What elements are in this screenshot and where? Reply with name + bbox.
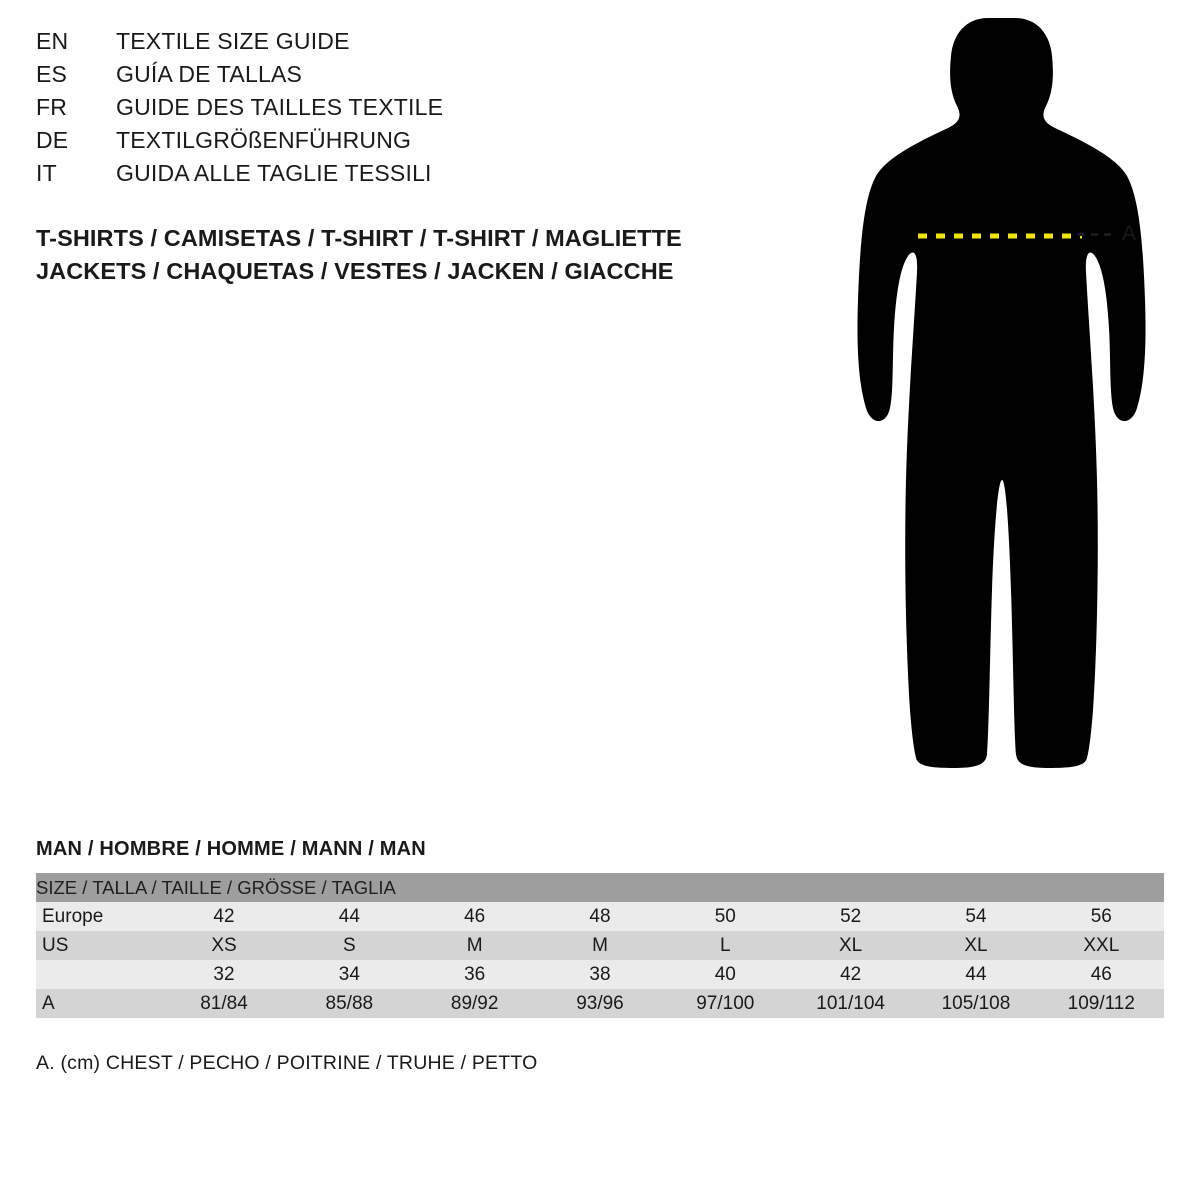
language-code: DE [36,127,69,153]
table-group-title: MAN / HOMBRE / HOMME / MANN / MAN [36,838,426,860]
language-row [36,127,736,160]
table-cell: 50 [663,902,788,931]
size-table-section [36,838,1164,1075]
table-cell: 81/84 [161,989,286,1018]
table-row [36,902,1164,931]
category-line-jackets: JACKETS / CHAQUETAS / VESTES / JACKEN / GIACCHE [36,258,674,284]
chest-measure-label: A [1122,222,1137,245]
table-row [36,989,1164,1018]
body-silhouette-figure [790,10,1190,800]
table-cell: 44 [913,960,1038,989]
language-title: GUÍA DE TALLAS [116,61,303,87]
table-row [36,931,1164,960]
table-cell: XXL [1039,931,1164,960]
row-label: US [36,931,161,960]
language-code: IT [36,160,57,186]
table-cell: 46 [412,902,537,931]
table-cell: 54 [913,902,1038,931]
table-header-row [36,873,1164,902]
table-cell: L [663,931,788,960]
male-silhouette-icon [790,10,1190,800]
language-title: GUIDA ALLE TAGLIE TESSILI [116,160,432,186]
table-cell: 42 [161,902,286,931]
table-cell: 40 [663,960,788,989]
size-table [36,873,1164,1018]
table-cell: M [412,931,537,960]
table-cell: 42 [788,960,913,989]
table-footnote: A. (cm) CHEST / PECHO / POITRINE / TRUHE / PETTO [36,1052,538,1074]
language-title-block [36,28,736,193]
table-cell: XL [788,931,913,960]
language-row [36,28,736,61]
table-cell: 56 [1039,902,1164,931]
category-block [36,222,796,288]
table-cell: 32 [161,960,286,989]
table-cell: 48 [537,902,662,931]
table-cell: 109/112 [1039,989,1164,1018]
table-cell: 34 [287,960,412,989]
language-title: TEXTILGRÖßENFÜHRUNG [116,127,412,153]
language-row [36,94,736,127]
table-cell: 85/88 [287,989,412,1018]
row-label: Europe [36,902,161,931]
language-code: EN [36,28,69,54]
table-cell: 101/104 [788,989,913,1018]
table-cell: M [537,931,662,960]
table-cell: 36 [412,960,537,989]
language-row [36,160,736,193]
table-header-label: SIZE / TALLA / TAILLE / GRÖSSE / TAGLIA [36,873,1164,902]
row-label [36,960,161,989]
language-row [36,61,736,94]
table-cell: S [287,931,412,960]
language-code: ES [36,61,68,87]
row-label: A [36,989,161,1018]
table-cell: 97/100 [663,989,788,1018]
table-cell: 46 [1039,960,1164,989]
category-line-tshirts: T-SHIRTS / CAMISETAS / T-SHIRT / T-SHIRT / MAGLIETTE [36,225,682,251]
language-title: TEXTILE SIZE GUIDE [116,28,350,54]
table-cell: 93/96 [537,989,662,1018]
table-cell: XS [161,931,286,960]
table-cell: 38 [537,960,662,989]
table-cell: 44 [287,902,412,931]
language-title: GUIDE DES TAILLES TEXTILE [116,94,444,120]
table-cell: 52 [788,902,913,931]
table-cell: 105/108 [913,989,1038,1018]
language-code: FR [36,94,68,120]
table-cell: XL [913,931,1038,960]
table-row [36,960,1164,989]
chest-leader-line [1078,233,1114,236]
table-cell: 89/92 [412,989,537,1018]
